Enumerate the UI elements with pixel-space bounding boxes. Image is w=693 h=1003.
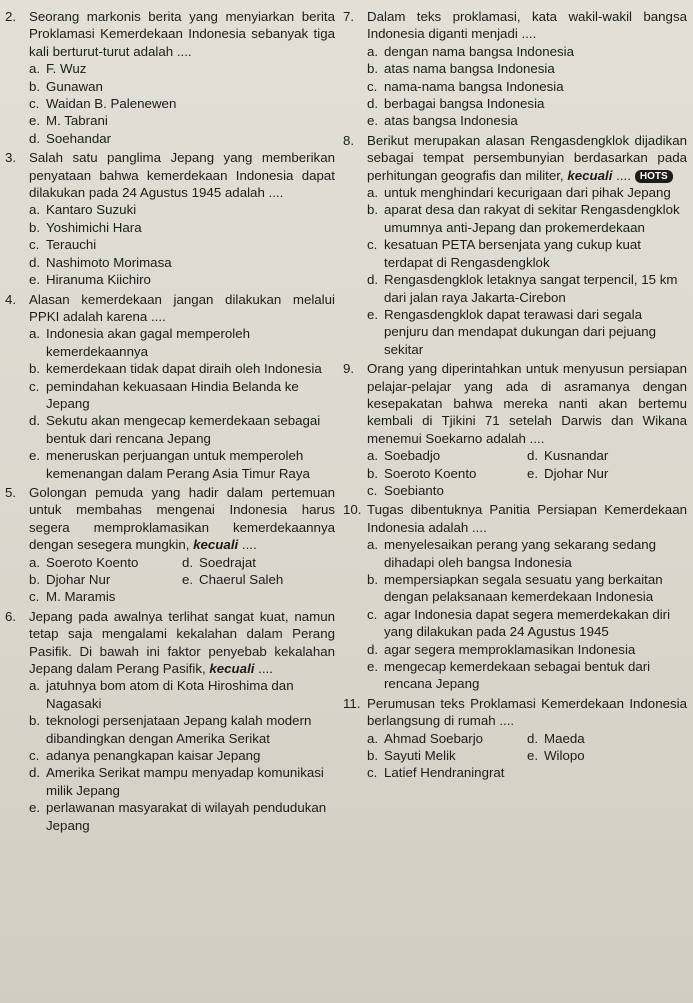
question-stem: Salah satu panglima Jepang yang memberikan penyataan bahwa kemerdekaan Indonesia dapat dilakukan pada 24 Agustus 1945 adalah ....: [29, 150, 335, 201]
option: [29, 95, 335, 112]
question-number: 4.: [5, 291, 17, 307]
stem-text: Jepang pada awalnya terlihat sangat kuat, namun tetap saja mengalami kekalahan dalam Perang Pasifik. Di bawah ini faktor penyebab kekalahan Jepang dalam Perang Pasifik,: [29, 608, 335, 677]
option-letter: b.: [29, 572, 41, 587]
option-text: Wilopo: [544, 748, 585, 764]
option-text: Soeroto Koento: [384, 465, 477, 481]
option-text: Kantaro Suzuki: [46, 202, 137, 218]
option-letter: e.: [29, 272, 41, 288]
option: [367, 95, 687, 112]
option: [367, 536, 687, 571]
option-text: Rengasdengklok letaknya sangat terpencil, 15 km dari jalan raya Jakarta-Cirebon: [384, 272, 678, 305]
option-letter: c.: [367, 78, 378, 94]
right-column: [343, 8, 687, 784]
option-letter: e.: [29, 448, 41, 464]
option-text: Yoshimichi Hara: [46, 219, 142, 235]
option-letter: b.: [29, 713, 41, 729]
option-letter: b.: [367, 465, 379, 481]
option: [29, 112, 335, 129]
option: [29, 271, 335, 288]
option: [367, 271, 687, 306]
option-row: [367, 465, 687, 482]
option-letter: a.: [29, 202, 41, 218]
option-text: Sayuti Melik: [384, 748, 456, 764]
option-text: Hiranuma Kiichiro: [46, 272, 151, 288]
option: [367, 78, 687, 95]
option-letter: a.: [367, 185, 379, 201]
option: [29, 236, 335, 253]
stem-text: Berikut merupakan alasan Rengasdengklok dijadikan sebagai tempat persembunyian berdasarkan pada perhitungan geografis dan militer,: [367, 132, 687, 183]
option-letter: e.: [367, 113, 379, 129]
question-number: 10.: [343, 502, 362, 518]
option-letter: d.: [182, 554, 194, 570]
option-row: [367, 447, 687, 464]
option-text: M. Maramis: [46, 589, 116, 605]
option-text: Ahmad Soebarjo: [384, 730, 484, 746]
option: [29, 378, 335, 413]
stem-ellipsis: ....: [258, 661, 273, 677]
question-4: [5, 291, 335, 482]
option-text: Latief Hendraningrat: [384, 765, 505, 781]
option-text: jatuhnya bom atom di Kota Hiroshima dan Nagasaki: [46, 678, 294, 711]
option-row: [367, 764, 687, 781]
keyword-kecuali: kecuali: [193, 537, 239, 553]
option-letter: c.: [29, 748, 40, 764]
option-text: F. Wuz: [46, 61, 87, 77]
option: [367, 641, 687, 658]
option: [367, 571, 687, 606]
option-text: atas bangsa Indonesia: [384, 113, 518, 129]
option-text: mempersiapkan segala sesuatu yang berkaitan dengan pelaksanaan kemerdekaan Indonesia: [384, 572, 663, 605]
option-text: Soebianto: [384, 482, 444, 498]
option-row: [367, 482, 687, 499]
option: [367, 43, 687, 60]
stem-ellipsis: ....: [616, 167, 631, 183]
option-letter: b.: [29, 361, 41, 377]
option: [29, 254, 335, 271]
option-text: Soebadjo: [384, 448, 441, 464]
option-text: dengan nama bangsa Indonesia: [384, 43, 575, 59]
hots-badge: HOTS: [635, 170, 673, 183]
question-number: 6.: [5, 608, 17, 624]
option-text: Soedrajat: [199, 554, 256, 570]
option: [29, 712, 335, 747]
option: [29, 764, 335, 799]
option-letter: a.: [29, 61, 41, 77]
option-row: [367, 730, 687, 747]
option: [367, 60, 687, 77]
option: [29, 201, 335, 218]
option-text: Djohar Nur: [46, 572, 111, 587]
option-letter: a.: [29, 678, 41, 694]
option-letter: c.: [29, 378, 40, 394]
option-letter: e.: [527, 465, 539, 481]
option-letter: d.: [367, 96, 379, 112]
option: [29, 747, 335, 764]
option-letter: d.: [527, 448, 539, 464]
option-letter: c.: [367, 237, 378, 253]
option-row: [367, 747, 687, 764]
option-letter: a.: [367, 43, 379, 59]
option-letter: b.: [367, 202, 379, 218]
option-row: [29, 554, 335, 571]
option-letter: d.: [29, 765, 41, 781]
option: [367, 184, 687, 201]
keyword-kecuali: kecuali: [209, 661, 255, 677]
option-text: Waidan B. Palenewen: [46, 96, 177, 112]
option-text: atas nama bangsa Indonesia: [384, 61, 555, 77]
option-text: Maeda: [544, 730, 585, 746]
option-letter: d.: [29, 413, 41, 429]
option-letter: d.: [527, 730, 539, 746]
option-text: Indonesia akan gagal memperoleh kemerdekaannya: [46, 326, 251, 359]
option-text: Kusnandar: [544, 448, 609, 464]
option-text: agar Indonesia dapat segera memerdekakan diri yang dilakukan pada 24 Agustus 1945: [384, 606, 671, 640]
question-7: [343, 8, 687, 130]
question-stem: Orang yang diperintahkan untuk menyusun persiapan pelajar-pelajar yang ada di asramanya dengan kesepakatan bahwa mereka nanti akan bertemu kembali di Tjikini 71 setelah Darwis dan Wikana menemui Soekarno adalah ....: [367, 361, 687, 446]
question-number: 5.: [5, 484, 17, 500]
question-5: [5, 484, 335, 606]
option-letter: b.: [367, 572, 379, 587]
option-letter: e.: [29, 113, 41, 129]
option-letter: b.: [367, 748, 379, 764]
option-row: [29, 588, 335, 605]
question-6: [5, 608, 335, 834]
question-11: [343, 695, 687, 782]
question-8: [343, 132, 687, 358]
option-letter: c.: [29, 96, 40, 112]
option-text: aparat desa dan rakyat di sekitar Rengasdengklok umumnya anti-Jepang dan prokemerdekaan: [384, 202, 680, 235]
option-text: meneruskan perjuangan untuk memperoleh kemenangan dalam Perang Asia Timur Raya: [46, 448, 310, 481]
option: [29, 412, 335, 447]
stem-text: Golongan pemuda yang hadir dalam pertemuan untuk membahas mengenai Indonesia harus segera memproklamasikan kemerdekaannya dengan sesegera mungkin,: [29, 484, 335, 553]
question-stem: Perumusan teks Proklamasi Kemerdekaan Indonesia berlangsung di rumah ....: [367, 695, 687, 729]
option-letter: e.: [527, 748, 539, 764]
option-text: kesatuan PETA bersenjata yang cukup kuat terdapat di Rengasdengklok: [384, 237, 641, 270]
question-stem: Seorang markonis berita yang menyiarkan berita Proklamasi Kemerdekaan Indonesia sebanyak tiga kali berturut-turut adalah ....: [29, 9, 335, 59]
option: [367, 236, 687, 271]
question-number: 7.: [343, 9, 355, 24]
option-letter: b.: [29, 78, 41, 94]
question-9: [343, 360, 687, 499]
option-letter: d.: [29, 254, 41, 270]
option-letter: c.: [29, 237, 40, 253]
question-number: 9.: [343, 361, 355, 377]
option-letter: c.: [367, 765, 378, 781]
option: [29, 325, 335, 360]
question-stem: Alasan kemerdekaan jangan dilakukan melalui PPKI adalah karena ....: [29, 291, 335, 324]
keyword-kecuali: kecuali: [567, 167, 613, 183]
option: [29, 799, 335, 834]
option: [367, 658, 687, 693]
option-text: Terauchi: [46, 237, 97, 253]
option-letter: a.: [367, 448, 379, 464]
option: [367, 306, 687, 358]
option: [367, 201, 687, 236]
question-stem: [367, 132, 687, 184]
stem-ellipsis: ....: [241, 537, 257, 553]
option-letter: d.: [367, 272, 379, 288]
option-text: agar segera memproklamasikan Indonesia: [384, 641, 636, 657]
option-letter: b.: [29, 219, 41, 235]
option-text: Soehandar: [46, 130, 112, 146]
option-letter: e.: [367, 306, 379, 322]
option-text: berbagai bangsa Indonesia: [384, 96, 545, 112]
option-letter: d.: [29, 130, 41, 146]
option: [29, 130, 335, 147]
question-stem: [29, 484, 335, 554]
option-letter: a.: [367, 537, 379, 553]
option-letter: b.: [367, 61, 379, 77]
option-text: Amerika Serikat mampu menyadap komunikasi milik Jepang: [46, 765, 324, 798]
option-letter: a.: [29, 554, 41, 570]
option-text: pemindahan kekuasaan Hindia Belanda ke Jepang: [46, 378, 299, 411]
option-text: teknologi persenjataan Jepang kalah modern dibandingkan dengan Amerika Serikat: [46, 713, 312, 746]
option-text: Sekutu akan mengecap kemerdekaan sebagai bentuk dari rencana Jepang: [46, 413, 321, 446]
option: [367, 112, 687, 129]
option-text: Chaerul Saleh: [199, 572, 284, 587]
question-3: [5, 149, 335, 288]
question-2: [5, 8, 335, 147]
option-text: untuk menghindari kecurigaan dari pihak Jepang: [384, 185, 671, 201]
option-letter: c.: [29, 589, 40, 605]
option-letter: a.: [29, 326, 41, 342]
question-10: [343, 501, 687, 692]
option-letter: a.: [367, 730, 379, 746]
option: [29, 360, 335, 377]
option-text: mengecap kemerdekaan sebagai bentuk dari rencana Jepang: [384, 659, 651, 692]
option-text: Gunawan: [46, 78, 103, 94]
option-letter: c.: [367, 606, 378, 622]
left-column: [5, 8, 335, 836]
option-text: menyelesaikan perang yang sekarang sedang dihadapi oleh bangsa Indonesia: [384, 537, 657, 570]
option-row: [29, 571, 335, 588]
question-stem: [29, 608, 335, 678]
question-number: 3.: [5, 150, 17, 166]
question-number: 11.: [343, 695, 361, 711]
option-letter: e.: [367, 659, 379, 675]
option-text: adanya penangkapan kaisar Jepang: [46, 748, 261, 764]
option-letter: e.: [29, 800, 41, 816]
option-text: M. Tabrani: [46, 113, 108, 129]
option-text: nama-nama bangsa Indonesia: [384, 78, 564, 94]
question-stem: Tugas dibentuknya Panitia Persiapan Kemerdekaan Indonesia adalah ....: [367, 502, 687, 535]
question-stem: Dalam teks proklamasi, kata wakil-wakil bangsa Indonesia diganti menjadi ....: [367, 9, 687, 42]
option-letter: c.: [367, 482, 378, 498]
option: [367, 606, 687, 641]
option-letter: e.: [182, 572, 194, 587]
option: [29, 60, 335, 77]
option-text: Soeroto Koento: [46, 554, 139, 570]
option-text: Nashimoto Morimasa: [46, 254, 172, 270]
option-letter: d.: [367, 641, 379, 657]
option-text: Rengasdengklok dapat terawasi dari segala penjuru dan mendapat dukungan dari pejuang sekitar: [384, 306, 657, 357]
option-text: perlawanan masyarakat di wilayah pendudukan Jepang: [46, 800, 327, 833]
question-number: 2.: [5, 9, 17, 24]
option: [29, 447, 335, 482]
option: [29, 219, 335, 236]
option: [29, 677, 335, 712]
question-number: 8.: [343, 132, 355, 148]
option-text: kemerdekaan tidak dapat diraih oleh Indonesia: [46, 361, 322, 377]
option-text: Djohar Nur: [544, 465, 609, 481]
option: [29, 78, 335, 95]
